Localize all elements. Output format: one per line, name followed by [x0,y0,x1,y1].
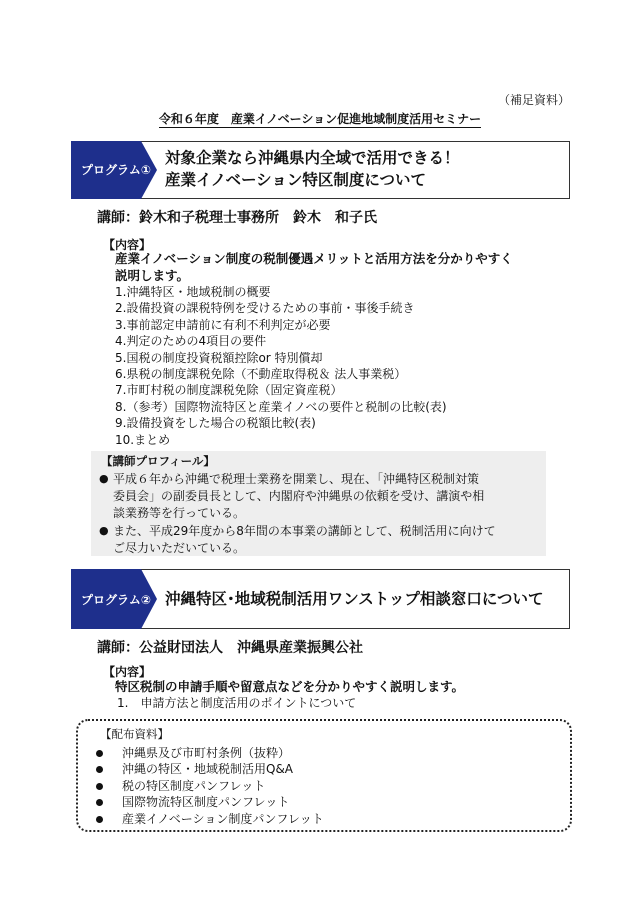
list-item: 8.（参考）国際物流特区と産業イノベの要件と税制の比較(表) [115,399,447,414]
list-item [96,811,324,827]
distribution-item-text: 産業イノベーション制度パンフレット [122,811,324,826]
profile-bullet-2 [99,523,539,557]
list-item: 9.設備投資をした場合の税額比較(表) [115,416,316,431]
program1-description [115,250,513,284]
bullet-icon [96,799,103,806]
bullet-icon [96,816,103,823]
list-item: 3.事前認定申請前に有利不利判定が必要 [115,317,331,332]
list-item: 1.沖縄特区・地域税制の概要 [115,285,271,299]
program2-tab-label: プログラム② [81,593,152,607]
profile-bullet-2-line2: ご尽力いただいている。 [113,540,246,555]
program1-tab-label: プログラム① [81,163,152,177]
program2-title: 沖縄特区･地域税制活用ワンストップ相談窓口について [165,590,544,608]
program2-header [71,569,570,629]
list-item: 7.市町村税の制度課税免除（固定資産税） [115,383,343,398]
seminar-title [0,110,640,127]
distribution-list [96,745,324,827]
distribution-materials [76,719,572,832]
program1-description-line1: 産業イノベーション制度の税制優遇メリットと活用方法を分かりやすく [115,251,513,266]
program1-tab [71,141,157,199]
profile-bullet-1-line1: 平成６年から沖縄で税理士業務を開業し、現在、「沖縄特区税制対策 [113,472,480,486]
program2-content-heading: 【内容】 [103,665,152,679]
program2-item-1: 1. 申請方法と制度活用のポイントについて [117,696,357,710]
bullet-icon [96,783,103,790]
profile-bullet-1-line3: 談業務等を行っている。 [113,505,246,520]
distribution-item-text: 国際物流特区制度パンフレット [122,795,290,810]
profile-bullet-2-line1: また、平成29年度から8年間の本事業の講師として、税制活用に向けて [113,524,496,538]
list-item [96,745,324,761]
program2-description: 特区税制の申請手順や留意点などを分かりやすく説明します。 [115,679,465,694]
bullet-icon [96,750,103,757]
program1-title [165,147,460,191]
profile-bullet-1-line2: 委員会」の副委員長として、内閣府や沖縄県の依頼を受け、講演や相 [113,488,485,503]
seminar-title-text: 令和６年度 産業イノベーション促進地域制度活用セミナー [158,112,482,126]
profile-heading: 【講師プロフィール】 [101,454,215,468]
program1-title-line2: 産業イノベーション特区制度について [165,171,427,189]
program2-tab [71,569,157,629]
list-item [96,761,324,777]
program2-lecturer: 講師：公益財団法人 沖縄県産業振興公社 [97,640,363,656]
program1-items [115,284,447,448]
list-item: 2.設備投資の課税特例を受けるための事前・事後手続き [115,301,415,316]
list-item: 5.国税の制度投資税額控除or 特別償却 [115,350,323,365]
program1-description-line2: 説明します。 [115,268,190,283]
list-item: 4.判定のための4項目の要件 [115,334,267,349]
lecturer-profile [91,451,546,556]
distribution-item-text: 税の特区制度パンフレット [122,778,266,793]
bullet-icon: ● [99,472,109,485]
distribution-item-text: 沖縄県及び市町村条例（抜粋） [122,746,291,760]
list-item: 10.まとめ [115,432,171,447]
distribution-item-text: 沖縄の特区・地域税制活用Q&A [122,762,294,777]
list-item [96,778,324,794]
program1-title-line1: 対象企業なら沖縄県内全域で活用できる！ [165,149,460,167]
program1-header [71,141,570,199]
list-item [96,794,324,810]
list-item: 6.県税の制度課税免除（不動産取得税＆ 法人事業税） [115,367,407,382]
bullet-icon: ● [99,524,109,537]
distribution-heading: 【配布資料】 [100,727,169,741]
profile-bullet-1 [99,471,539,521]
supplement-label: （補足資料） [497,93,570,107]
program1-content-heading: 【内容】 [103,238,152,252]
program1-lecturer: 講師：鈴木和子税理士事務所 鈴木 和子氏 [97,210,377,226]
bullet-icon [96,766,103,773]
